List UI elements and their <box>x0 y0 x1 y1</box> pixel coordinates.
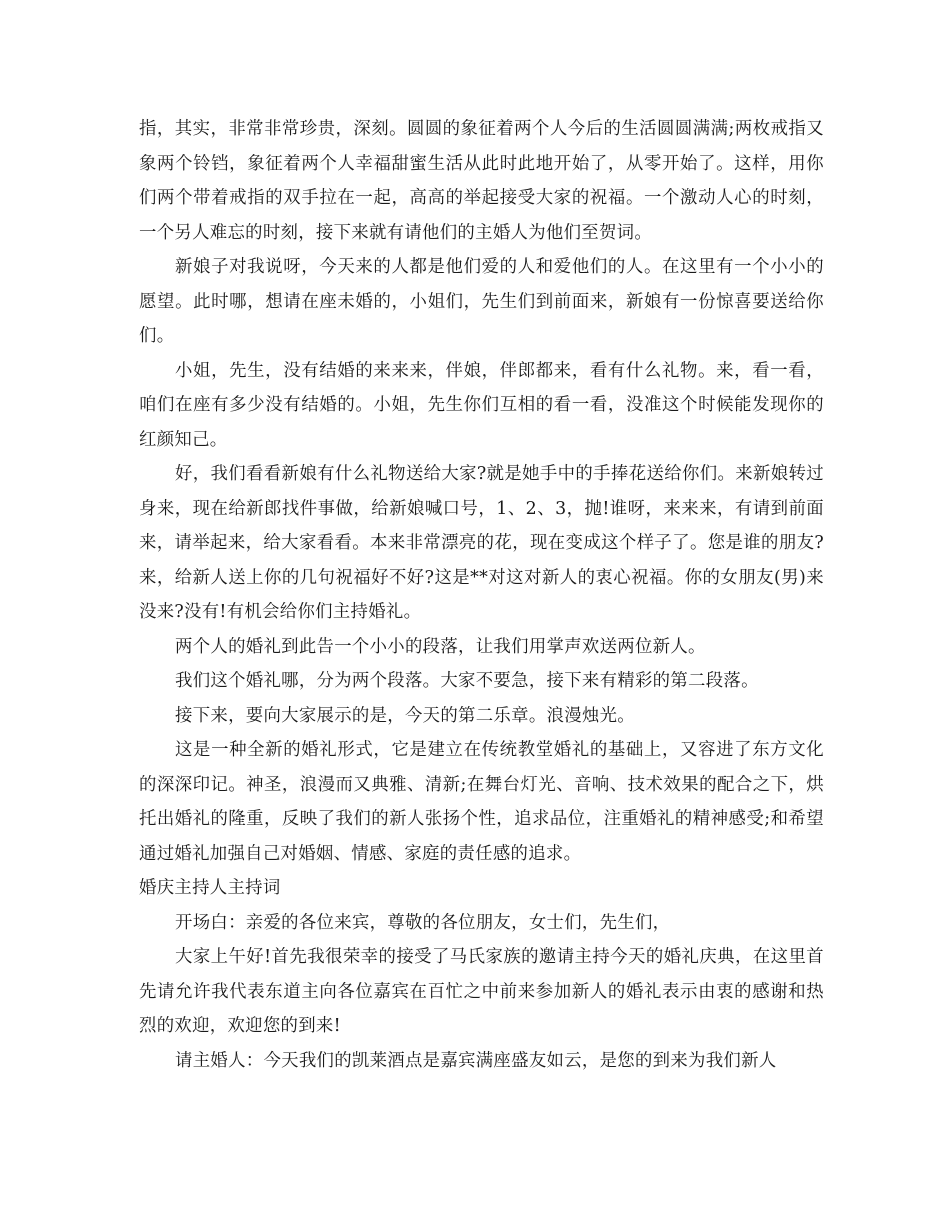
paragraph: 这是一种全新的婚礼形式，它是建立在传统教堂婚礼的基础上，又容进了东方文化的深深印记。神圣，浪漫而又典雅、清新;在舞台灯光、音响、技术效果的配合之下，烘托出婚礼的隆重，反映了我们的新人张扬个性，追求品位，注重婚礼的精神感受;和希望通过婚礼加强自己对婚姻、情感、家庭的责任感的追求。 <box>139 740 824 864</box>
paragraph: 请主婚人：今天我们的凯莱酒点是嘉宾满座盛友如云，是您的到来为我们新人 <box>175 1050 777 1071</box>
paragraph: 大家上午好!首先我很荣幸的接受了马氏家族的邀请主持今天的婚礼庆典，在这里首先请允许我代表东道主向各位嘉宾在百忙之中前来参加新人的婚礼表示由衷的感谢和热烈的欢迎，欢迎您的到来! <box>139 947 824 1036</box>
paragraph: 好，我们看看新娘有什么礼物送给大家?就是她手中的手捧花送给你们。来新娘转过身来，现在给新郎找件事做，给新娘喊口号，1、2、3，抛!谁呀，来来来，有请到前面来，请举起来，给大家看看。本来非常漂亮的花，现在变成这个样子了。您是谁的朋友?来，给新人送上你的几句祝福好不好?这是**对这对新人的衷心祝福。你的女朋友(男)来没来?没有!有机会给你们主持婚礼。 <box>139 464 824 622</box>
paragraph: 开场白：亲爱的各位来宾，尊敬的各位朋友，女士们，先生们， <box>175 912 671 933</box>
paragraph: 两个人的婚礼到此告一个小小的段落，让我们用掌声欢送两位新人。 <box>175 636 706 657</box>
paragraph: 接下来，要向大家展示的是，今天的第二乐章。浪漫烛光。 <box>175 705 635 726</box>
paragraph: 小姐，先生，没有结婚的来来来，伴娘，伴郎都来，看有什么礼物。来，看一看，咱们在座有多少没有结婚的。小姐，先生你们互相的看一看，没准这个时候能发现你的红颜知己。 <box>139 360 824 450</box>
paragraph: 新娘子对我说呀，今天来的人都是他们爱的人和爱他们的人。在这里有一个小小的愿望。此时哪，想请在座未婚的，小姐们，先生们到前面来，新娘有一份惊喜要送给你们。 <box>139 257 824 346</box>
section-heading: 婚庆主持人主持词 <box>139 878 281 898</box>
paragraph: 指，其实，非常非常珍贵，深刻。圆圆的象征着两个人今后的生活圆圆满满;两枚戒指又象两个铃铛，象征着两个人幸福甜蜜生活从此时此地开始了，从零开始了。这样，用你们两个带着戒指的双手拉在一起，高高的举起接受大家的祝福。一个激动人心的时刻，一个另人难忘的时刻，接下来就有请他们的主婚人为他们至贺词。 <box>139 119 824 243</box>
paragraph: 我们这个婚礼哪，分为两个段落。大家不要急，接下来有精彩的第二段落。 <box>175 671 759 691</box>
